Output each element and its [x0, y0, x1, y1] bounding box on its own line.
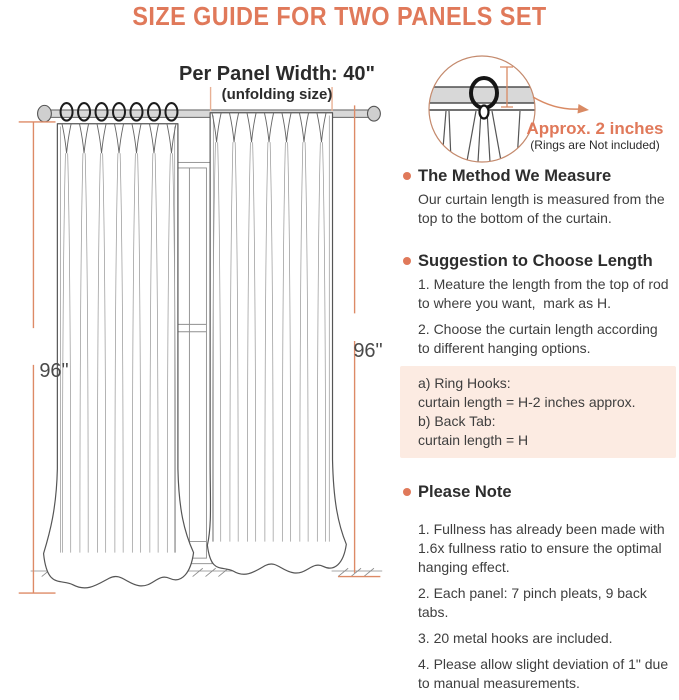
length-formula-box	[400, 366, 676, 458]
section-heading: The Method We Measure	[418, 167, 612, 185]
section-paragraph: 2. Choose the curtain length according to different hanging options.	[418, 321, 658, 356]
section-paragraph: 4. Please allow slight deviation of 1" due to manual measurements.	[418, 656, 669, 691]
section-paragraph: 2. Each panel: 7 pinch pleats, 9 back tabs.	[418, 585, 647, 620]
left-curtain-panel	[44, 124, 194, 588]
page-title: SIZE GUIDE FOR TWO PANELS SET	[132, 1, 547, 31]
curtain-diagram	[0, 52, 400, 652]
rod-finial-right	[367, 106, 380, 121]
section-choose-length	[396, 251, 672, 458]
right-height-label: 96"	[353, 340, 383, 362]
panel-width-label: Per Panel Width: 40"	[178, 63, 375, 85]
left-height-label: 96"	[39, 360, 69, 382]
right-curtain-panel	[207, 113, 346, 575]
section-heading: Suggestion to Choose Length	[418, 252, 653, 270]
section-heading: Please Note	[418, 483, 512, 501]
bullet-dot-icon	[403, 488, 411, 496]
section-method	[396, 166, 672, 251]
formula-line: b) Back Tab:	[418, 413, 496, 429]
section-paragraph: 1. Meature the length from the top of rod to where you want, mark as H.	[418, 276, 669, 311]
formula-line: curtain length = H-2 inches approx.	[418, 394, 636, 410]
section-paragraph: 1. Fullness has already been made with 1.6x fullness ratio to ensure the optimal hanging effect.	[418, 521, 665, 575]
section-paragraph: 3. 20 metal hooks are included.	[418, 630, 613, 646]
section-please-note	[396, 482, 672, 693]
panel-width-sublabel: (unfolding size)	[221, 86, 333, 103]
ring-closeup-inset	[408, 52, 679, 177]
approx-distance-label: Approx. 2 inches	[526, 119, 664, 138]
rod-closeup	[425, 87, 541, 103]
bullet-dot-icon	[403, 257, 411, 265]
bullet-dot-icon	[403, 172, 411, 180]
hook-icon	[480, 106, 489, 119]
rings-not-included-note: (Rings are Not included)	[530, 138, 660, 152]
formula-line: curtain length = H	[418, 432, 529, 448]
rod-finial-left	[38, 105, 52, 122]
info-sections	[396, 166, 672, 700]
section-paragraph: Our curtain length is measured from the top to the bottom of the curtain.	[418, 191, 665, 226]
formula-line: a) Ring Hooks:	[418, 375, 511, 391]
pointer-arrow-icon	[533, 97, 589, 114]
